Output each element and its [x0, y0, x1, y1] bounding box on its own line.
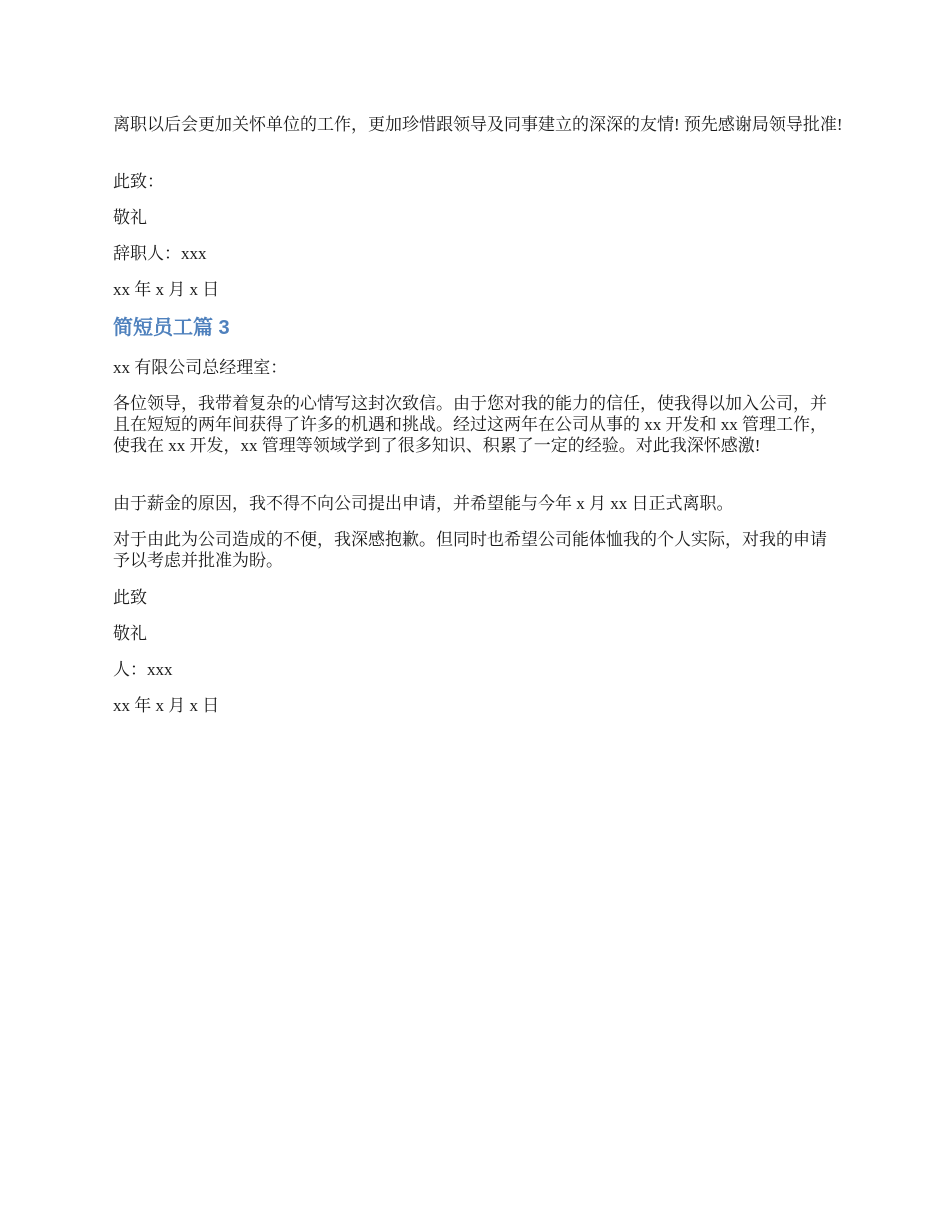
signer-line: 辞职人：xxx	[113, 244, 207, 263]
regards-line: 敬礼	[113, 208, 147, 227]
date-line: xx 年 x 月 x 日	[113, 280, 220, 299]
recipient-line: xx 有限公司总经理室：	[113, 358, 288, 377]
signer-line: 人：xxx	[113, 660, 173, 679]
regards-line: 敬礼	[113, 624, 147, 643]
closing-line: 此致：	[113, 172, 164, 191]
body-paragraph: 由于薪金的原因，我不得不向公司提出申请，并希望能与今年 x 月 xx 日正式离职。	[113, 494, 734, 513]
body-paragraph: 各位领导，我带着复杂的心情写这封次致信。由于您对我的能力的信任，使我得以加入公司，并且在短短的两年间获得了许多的机遇和挑战。经过这两年在公司从事的 xx 开发和 xx 管理工作，使我在 xx 开发，xx 管理等领域学到了很多知识、积累了一定的经验。对此我深怀感激!	[113, 394, 827, 455]
body-paragraph: 对于由此为公司造成的不便，我深感抱歉。但同时也希望公司能体恤我的个人实际，对我的申请予以考虑并批准为盼。	[113, 530, 827, 570]
date-line: xx 年 x 月 x 日	[113, 696, 220, 715]
closing-line: 此致	[113, 588, 147, 607]
section-heading: 简短员工篇 3	[113, 317, 230, 339]
body-paragraph: 离职以后会更加关怀单位的工作，更加珍惜跟领导及同事建立的深深的友情! 预先感谢局领导批准!	[113, 115, 843, 134]
